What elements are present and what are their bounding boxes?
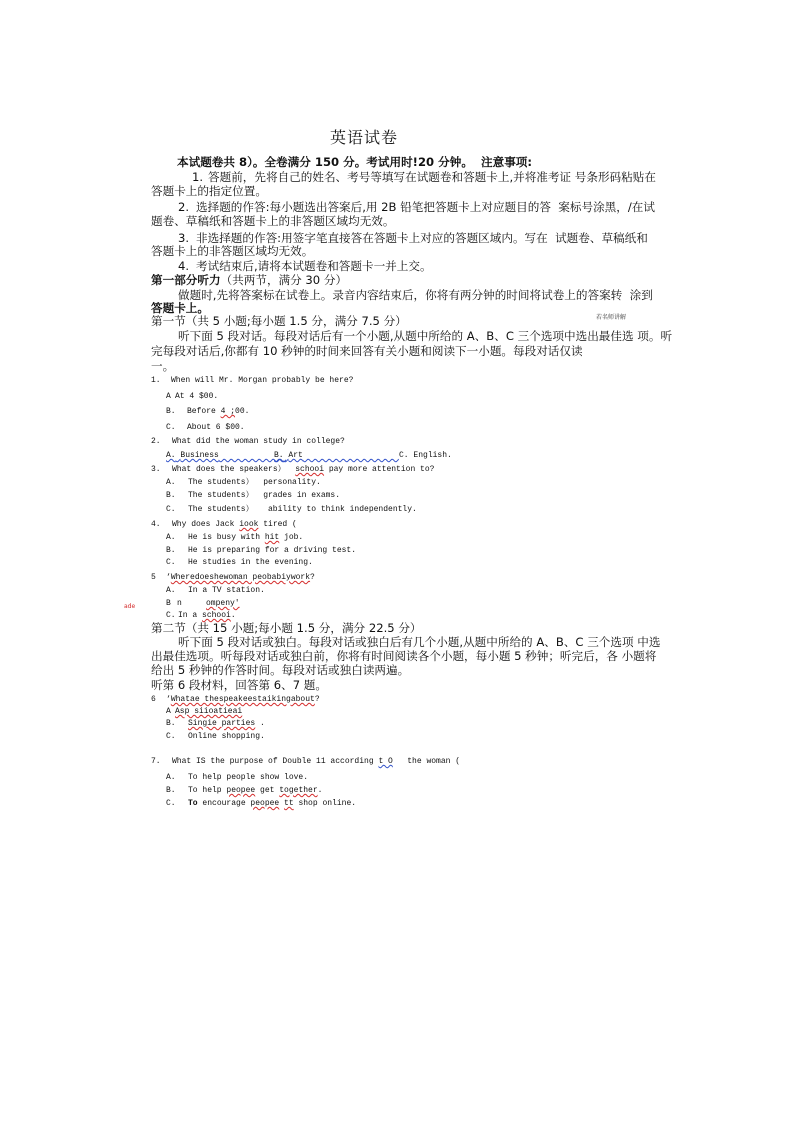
text-segment: ? [314, 695, 320, 704]
section-1-side-note: 若名师讲解 [596, 314, 627, 321]
question-6-option-c-text: Online shopping. [188, 732, 265, 741]
text-segment: encourage [197, 799, 251, 808]
question-1-option-c-text: About 6 $00. [187, 423, 245, 432]
note-2-line-2: 题卷、草稿纸和答题卡上的非答题区域均无效。 [151, 214, 395, 228]
text-segment: What IS the purpose of Double 11 according [172, 757, 379, 766]
question-5-option-a-label: A. [166, 586, 176, 595]
question-5-option-b-fragment: n [177, 599, 182, 608]
margin-mark: ade [124, 603, 136, 610]
text-segment: shop online. [293, 799, 357, 808]
text-segment: ? [310, 573, 315, 582]
text-segment: Why does Jack [172, 520, 240, 529]
question-7-option-a-label: A. [166, 773, 176, 782]
question-3-option-a-label: A. [166, 478, 176, 487]
text-segment: . [230, 611, 236, 620]
question-7-number: 7. [151, 757, 161, 766]
spelling-flag: Whatae thespeakeestaikingabout [170, 695, 315, 704]
text-segment: pay more attention to? [324, 465, 435, 474]
question-4-stem [172, 520, 297, 530]
text-segment: the woman ( [392, 757, 461, 766]
question-4-option-a-label: A. [166, 533, 176, 542]
grammar-flag: t O [378, 757, 393, 766]
note-3-number: 3. [178, 231, 190, 245]
note-1-number: 1. [192, 170, 204, 184]
option-text: English. [413, 451, 452, 460]
question-3-option-a-text: The students） personality. [188, 478, 321, 487]
question-1-option-c-label: C. [166, 423, 176, 432]
option-label: A. [166, 451, 176, 460]
question-6-option-a-label: A [166, 707, 171, 716]
note-1-line-2: 答题卡上的指定位置。 [151, 184, 267, 198]
question-7-option-c-text [188, 799, 356, 809]
question-7-stem [172, 757, 460, 767]
text-segment: ‘ [166, 573, 171, 582]
question-3-option-b-text: The students） grades in exams. [188, 491, 341, 500]
question-6-option-b-text [188, 719, 265, 729]
question-4-option-a-text [188, 533, 303, 543]
question-3-option-c-label: C. [166, 505, 176, 514]
part-1-instruction-line-1: 做题时,先将答案标在试卷上。录音内容结束后，你将有两分钟的时间将试卷上的答案转 涂到 [178, 288, 653, 302]
question-4-option-c-label: C. [166, 558, 176, 567]
question-5-option-a-text: In a TV station. [188, 586, 265, 595]
question-1-option-b-label: B. [166, 407, 176, 416]
text-segment: 00. [235, 407, 250, 416]
question-6-option-c-label: C. [166, 732, 176, 741]
exam-intro [177, 155, 532, 169]
spelling-flag: schooi [295, 465, 325, 474]
note-4-number: 4. [178, 259, 190, 273]
page-title: 英语试卷 [330, 128, 399, 147]
question-5-number: 5 [151, 573, 156, 582]
note-1-line-1: 答题前，先将自己的姓名、考号等填写在试题卷和答题卡上,并将准考证 号条形码粘贴在 [208, 170, 656, 184]
question-5-stem [166, 573, 315, 583]
text-segment: What does the speakers） [172, 465, 296, 474]
text-segment: tired ( [258, 520, 297, 529]
question-7-option-b-text [188, 786, 322, 796]
spelling-flag: Singie parties [188, 719, 256, 728]
question-6-number: 6 [151, 695, 156, 704]
section-1-instruction-line-2: 完每段对话后,你都有 10 秒钟的时间来回答有关小题和阅读下一小题。每段对话仅读 [151, 344, 583, 358]
question-3-option-b-label: B. [166, 491, 176, 500]
note-3-line-2: 答题卡上的非答题区域均无效。 [151, 244, 314, 258]
part-1-heading-title: 第一部分听力 [151, 273, 221, 287]
spelling-flag: 4 ; [220, 407, 236, 416]
text-segment: Before [187, 407, 221, 416]
text-segment: . [317, 786, 323, 795]
section-1-instruction-line-1: 听下面 5 段对话。每段对话后有一个小题,从题中所给的 A、B、C 三个选项中选出最佳选 项。听 [178, 329, 673, 343]
question-1-option-b-text [187, 407, 249, 417]
question-7-option-c-label: C. [166, 799, 176, 808]
text-segment: . [255, 719, 265, 728]
text-segment: In a [178, 611, 203, 620]
question-5-option-b-label: B [166, 599, 171, 608]
question-2-option-a [166, 451, 270, 461]
question-1-option-a-text: At 4 $00. [175, 392, 219, 401]
question-5-option-c-label: C. [166, 611, 176, 620]
note-2-line-1: 选择题的作答:每小题选出答案后,用 2B 铅笔把答题卡上对应题目的答 案标号涂黑，/在试 [196, 200, 655, 214]
question-7-option-b-label: B. [166, 786, 176, 795]
spelling-flag: together [279, 786, 318, 795]
spelling-flag: peopee [226, 786, 256, 795]
part-1-heading [151, 273, 347, 287]
question-5-option-c-text [178, 611, 236, 621]
spelling-flag: peopee [250, 799, 280, 808]
question-3-number: 3. [151, 465, 161, 474]
question-6-stem [166, 695, 320, 705]
question-4-option-b-text: He is preparing for a driving test. [188, 546, 357, 555]
option-text: Art [288, 451, 303, 460]
material-6-note: 听第 6 段材料，回答第 6、7 题。 [151, 678, 327, 692]
part-1-heading-note: （共两节，满分 30 分） [220, 273, 348, 287]
spelling-flag: schooi [202, 611, 231, 620]
spelling-flag: hit [264, 533, 280, 542]
section-2-instruction-line-3: 给出 5 秒钟的作答时间。每段对话或独白读两遍。 [151, 663, 410, 677]
question-5-option-b-text: ompeny' [206, 599, 240, 608]
question-6-option-a-text: Asp siioatieai [175, 707, 243, 716]
spelling-flag: iook [239, 520, 259, 529]
part-1-instruction-line-2: 答题卡上。 [151, 301, 209, 315]
notes-heading: 注意事项: [481, 155, 533, 169]
question-3-stem [172, 465, 434, 475]
question-7-option-a-text: To help people show love. [188, 773, 309, 782]
question-1-stem: When will Mr. Morgan probably be here? [171, 376, 354, 385]
note-3-line-1: 非选择题的作答:用签字笔直接答在答题卡上对应的答题区域内。写在 试题卷、草稿纸和 [196, 231, 648, 245]
question-2-option-c [399, 451, 452, 461]
section-1-instruction-line-3: 一。 [151, 359, 175, 373]
option-text: Business [180, 451, 219, 460]
exam-intro-text: 本试题卷共 8）。全卷满分 150 分。考试用时!20 分钟。 [177, 155, 473, 169]
question-4-number: 4. [151, 520, 161, 529]
question-2-stem: What did the woman study in college? [172, 437, 345, 446]
note-2-number: 2. [178, 200, 190, 214]
text-segment: job. [279, 533, 304, 542]
option-label: B. [274, 451, 284, 460]
note-4-line-1: 考试结束后,请将本试题卷和答题卡一并上交。 [196, 259, 432, 273]
text-segment: He is busy with [188, 533, 265, 542]
question-4-option-b-label: B. [166, 546, 176, 555]
question-1-number: 1. [151, 376, 161, 385]
question-3-option-c-text: The students） ability to think independently. [188, 505, 417, 514]
question-1-option-a-label: A [166, 392, 171, 401]
text-segment: To help [188, 786, 227, 795]
section-2-instruction-line-1: 听下面 5 段对话或独白。每段对话或独白后有几个小题,从题中所给的 A、B、C 三个选项 中选 [178, 635, 661, 649]
question-2-option-b [274, 451, 396, 461]
text-segment: get [255, 786, 280, 795]
question-2-number: 2. [151, 437, 161, 446]
section-2-heading: 第二节（共 15 小题;每小题 1.5 分，满分 22.5 分） [151, 621, 422, 635]
section-2-instruction-line-2: 出最佳选项。听每段对话或独白前，你将有时间阅读各个小题，每小题 5 秒钟；听完后，各 小题将 [151, 649, 657, 663]
question-4-option-c-text: He studies in the evening. [188, 558, 313, 567]
spelling-flag: Wheredoeshewoman peobabiywork [170, 573, 311, 582]
text-segment-bold: To [188, 799, 198, 808]
spelling-flag: tt [284, 799, 294, 808]
section-1-heading: 第一节（共 5 小题;每小题 1.5 分，满分 7.5 分） [151, 314, 407, 328]
text-segment: ‘ [166, 695, 171, 704]
option-label: C. [399, 451, 409, 460]
question-6-option-b-label: B. [166, 719, 176, 728]
